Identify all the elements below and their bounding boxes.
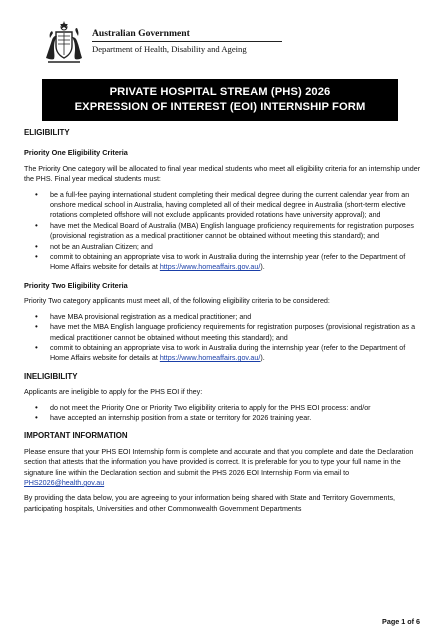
list-item: • have MBA provisional registration as a medical practitioner; and bbox=[24, 312, 422, 322]
government-name: Australian Government bbox=[92, 28, 190, 39]
important-info-text: Please ensure that your PHS EOI Internship form is complete and accurate and that you complete and date the Declaration section that attests that the information you have provided is correct. It is preferable for you to type your full name in the signature line within the Declaration section and submit the PHS 2026 EOI Internship Form via email to bbox=[24, 447, 414, 477]
list-item-end: ). bbox=[260, 263, 265, 272]
priority-two-criteria-list bbox=[24, 312, 422, 364]
ineligibility-list bbox=[24, 403, 422, 424]
priority-two-heading: Priority Two Eligibility Criteria bbox=[24, 280, 128, 290]
agency-name bbox=[92, 18, 282, 54]
list-item: • not be an Australian Citizen; and bbox=[24, 242, 422, 252]
list-item: • be a full-fee paying international student completing their medical degree during the current calendar year from an onshore medical school in Australia, having completed all of their medical degree in Australia (short-term elective rotations completed offshore will not exclude applicants provided rotations have university approval); and bbox=[24, 190, 422, 221]
page-number: Page 1 of 6 bbox=[382, 617, 420, 626]
priority-one-heading: Priority One Eligibility Criteria bbox=[24, 148, 128, 158]
important-information-heading: IMPORTANT INFORMATION bbox=[24, 431, 128, 441]
list-item: • have accepted an internship position from a state or territory for 2026 training year. bbox=[24, 413, 422, 423]
coat-of-arms-logo bbox=[42, 18, 86, 66]
priority-two-intro: Priority Two category applicants must meet all, of the following eligibility criteria to be considered: bbox=[24, 297, 330, 306]
form-title-line1: PRIVATE HOSPITAL STREAM (PHS) 2026 bbox=[109, 86, 331, 98]
list-item: • have met the Medical Board of Australia (MBA) English language proficiency requirements for registration purposes (provisional registration as a medical practitioner cannot be obtained without meeting this standard); and bbox=[24, 221, 422, 242]
list-item-end: ). bbox=[260, 354, 265, 363]
list-item bbox=[24, 343, 422, 364]
priority-one-criteria-list bbox=[24, 190, 422, 273]
form-content bbox=[24, 128, 422, 514]
home-affairs-link[interactable]: https://www.homeaffairs.gov.au/ bbox=[159, 263, 261, 272]
list-item: • do not meet the Priority One or Priority Two eligibility criteria to apply for the PHS EOI process: and/or bbox=[24, 403, 422, 413]
ineligibility-intro: Applicants are ineligible to apply for the PHS EOI if they: bbox=[24, 388, 203, 397]
list-item bbox=[24, 252, 422, 273]
list-item-text: commit to obtaining an appropriate visa to work in Australia during the internship year (refer to the Department of Home Affairs website for details at bbox=[50, 343, 406, 363]
list-item-text: commit to obtaining an appropriate visa to work in Australia during the internship year (refer to the Department of Home Affairs website for details at bbox=[50, 253, 406, 272]
email-link[interactable]: PHS2026@health.gov.au bbox=[24, 478, 105, 487]
important-info-paragraph bbox=[24, 447, 422, 489]
home-affairs-link[interactable]: https://www.homeaffairs.gov.au/ bbox=[159, 354, 261, 363]
data-sharing-paragraph: By providing the data below, you are agreeing to your information being shared with State and Territory Governments, participating hospitals, Universities and other Commonwealth Government Departments bbox=[24, 494, 395, 513]
eligibility-heading: ELIGIBILITY bbox=[24, 128, 70, 137]
priority-one-intro: The Priority One category will be allocated to final year medical students who meet all eligibility criteria for an internship under the PHS. Final year medical students must: bbox=[24, 164, 421, 184]
list-item: • have met the MBA English language proficiency requirements for registration purposes (provisional registration as a medical practitioner cannot be obtained without meeting this standard); and bbox=[24, 322, 422, 343]
department-name: Department of Health, Disability and Ageing bbox=[92, 44, 247, 54]
form-title-banner bbox=[42, 79, 398, 121]
header bbox=[42, 18, 342, 68]
agency-divider bbox=[92, 41, 282, 42]
form-title-line2: EXPRESSION OF INTEREST (EOI) INTERNSHIP FORM bbox=[74, 101, 366, 113]
ineligibility-heading: INELIGIBILITY bbox=[24, 371, 78, 381]
